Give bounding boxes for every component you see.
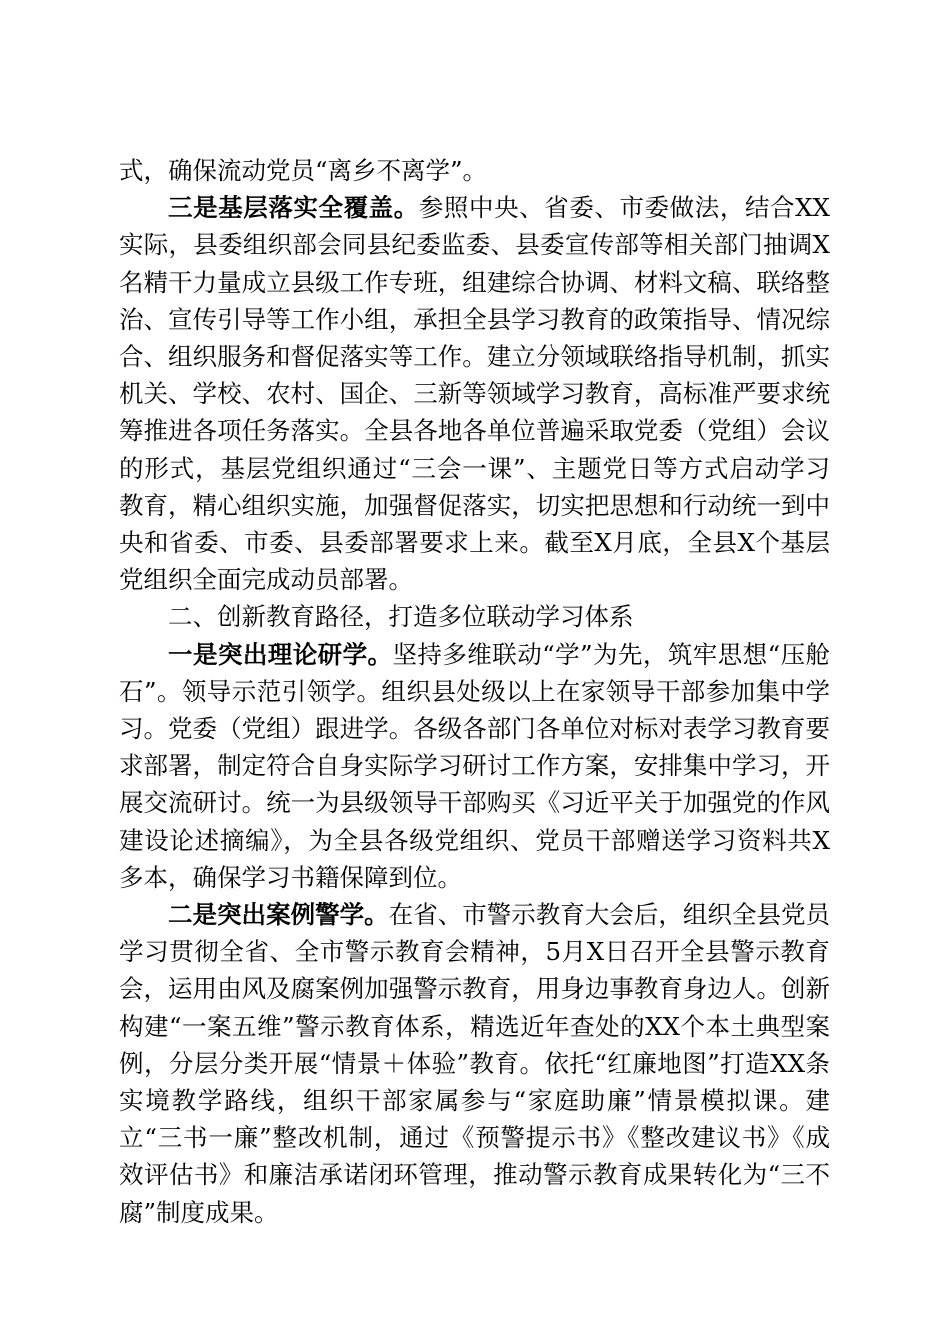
paragraph-lead: 二是突出案例警学。 — [168, 900, 389, 930]
paragraph-body: 在省、市警示教育大会后，组织全县党员学习贯彻全省、全市警示教育会精神，5月X日召开全县警示教育会，运用由风及腐案例加强警示教育，用身边事教育身边人。创新构建“一案五维”警示教育体系，精选近年查处的XX个本土典型案例，分层分类开展“情景＋体验”教育。依托“红廉地图”打造XX条实境教学路线，组织干部家属参与“家庭助廉”情景模拟课。建立“三书一廉”整改机制，通过《预警提示书》《整改建议书》《成效评估书》和廉洁承诺闭环管理，推动警示教育成果转化为“三不腐”制度成果。 — [119, 900, 831, 1227]
paragraph-body: 参照中央、省委、市委做法，结合XX实际，县委组织部会同县纪委监委、县委宣传部等相关部门抽调X名精干力量成立县级工作专班，组建综合协调、材料文稿、联络整治、宣传引导等工作小组，承担全县学习教育的政策指导、情况综合、组织服务和督促落实等工作。建立分领域联络指导机制，抓实机关、学校、农村、国企、三新等领域学习教育，高标准严要求统筹推进各项任务落实。全县各地各单位普遍采取党委（党组）会议的形式，基层党组织通过“三会一课”、主题党日等方式启动学习教育，精心组织实施，加强督促落实，切实把思想和行动统一到中央和省委、市委、县委部署要求上来。截至X月底，全县X个基层党组织全面完成动员部署。 — [119, 193, 830, 595]
section-heading-two: 二、创新教育路径，打造多位联动学习体系 — [168, 602, 634, 632]
paragraph-body: 坚持多维联动“学”为先，筑牢思想“压舱石”。领导示范引领学。组织县处级以上在家领导干部参加集中学习。党委（党组）跟进学。各级各部门各单位对标对表学习教育要求部署，制定符合自身实际学习研讨工作方案，安排集中学习，开展交流研讨。统一为县级领导干部购买《习近平关于加强党的作风建设论述摘编》，为全县各级党组织、党员干部赠送学习资料共X多本，确保学习书籍保障到位。 — [119, 639, 831, 892]
paragraph-grassroots-coverage — [119, 189, 830, 598]
paragraph-lead: 一是突出理论研学。 — [168, 639, 393, 669]
paragraph-theory-study — [119, 636, 830, 896]
paragraph-case-warning — [119, 896, 830, 1231]
paragraph-continuation — [119, 152, 830, 189]
document-page — [119, 152, 830, 1231]
paragraph-text: 式，确保流动党员“离乡不离学”。 — [119, 156, 488, 185]
paragraph-lead: 三是基层落实全覆盖。 — [168, 193, 419, 223]
